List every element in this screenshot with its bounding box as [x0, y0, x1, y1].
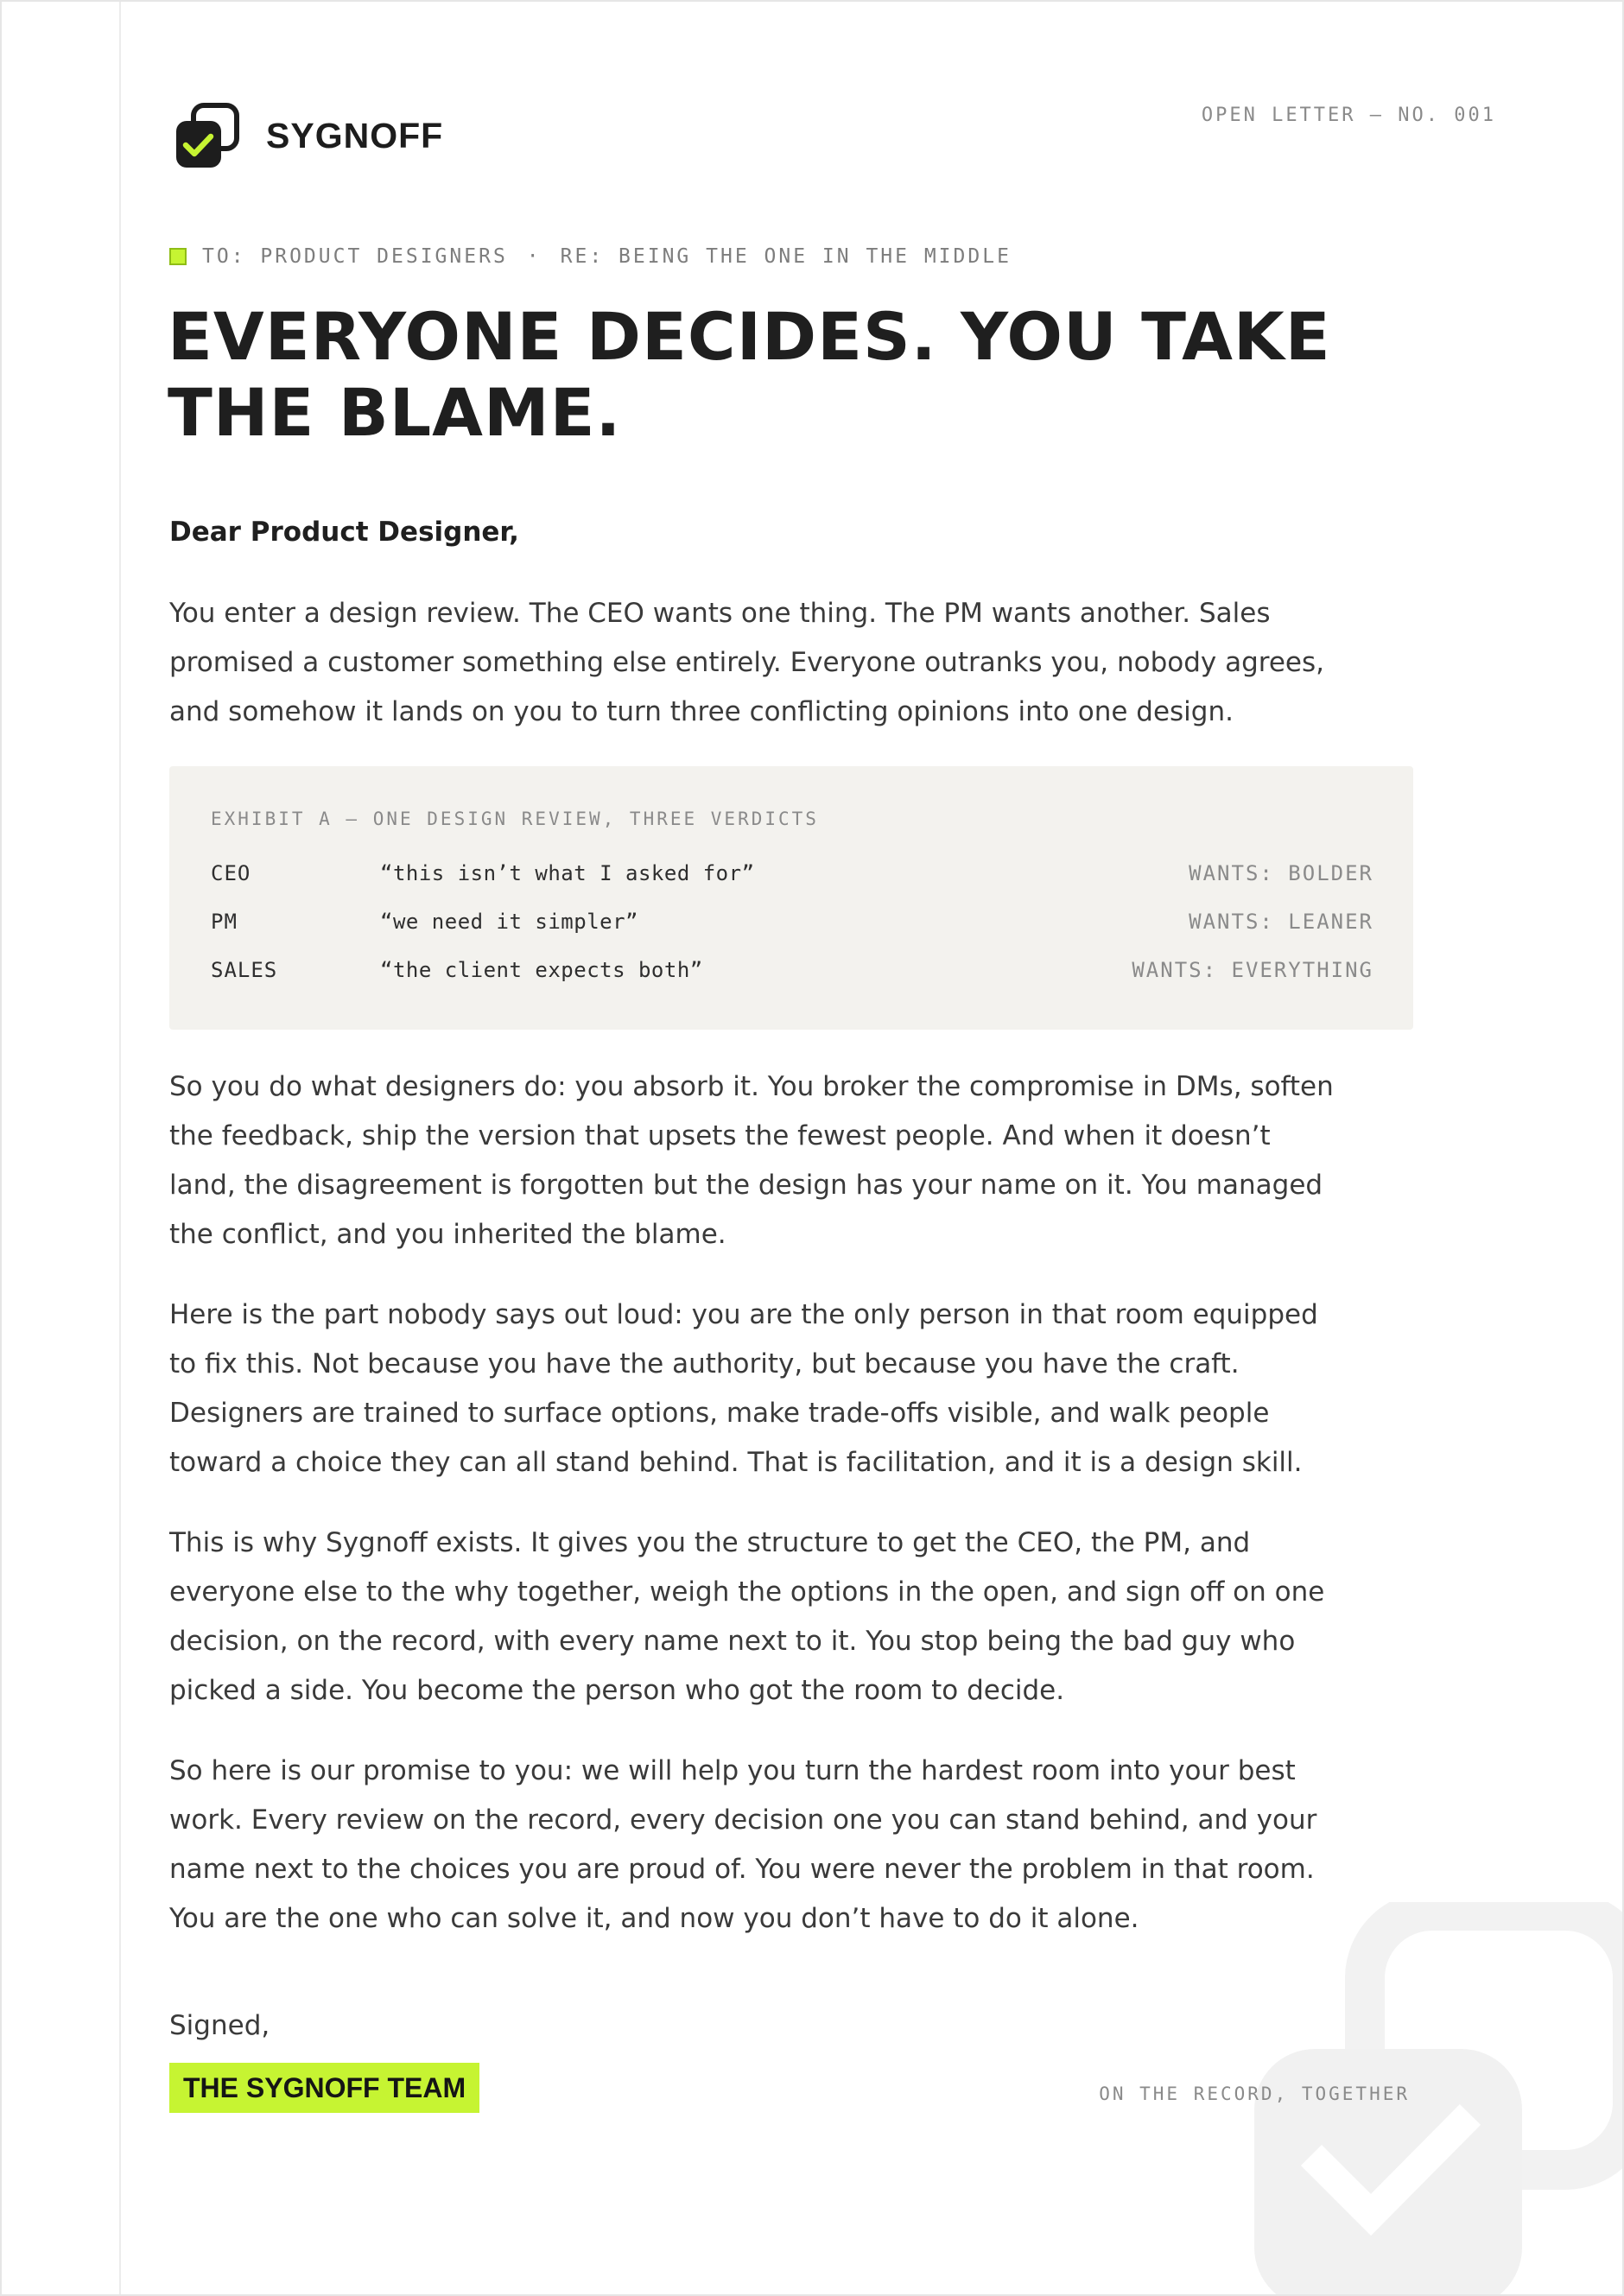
paragraph-line: You are the one who can solve it, and now you don’t have to do it alone.: [169, 1903, 1139, 1934]
paragraph-line: to fix this. Not because you have the authority, but because you have the craft.: [169, 1348, 1240, 1380]
brand-name: SYGNOFF: [266, 116, 444, 155]
paragraph-line: Designers are trained to surface options, make trade-offs visible, and walk people: [169, 1398, 1270, 1429]
paragraph-line: the feedback, ship the version that upsets the fewest people. And when it doesn’t: [169, 1120, 1271, 1151]
exhibit-wants: WANTS: EVERYTHING: [1132, 958, 1373, 982]
margin-rule: [119, 2, 121, 2296]
letter-meta: [169, 244, 1012, 270]
paragraph-line: Here is the part nobody says out loud: you are the only person in that room equipped: [169, 1299, 1318, 1330]
paragraph-line: land, the disagreement is forgotten but the design has your name on it. You managed: [169, 1170, 1323, 1201]
exhibit-row: [211, 860, 1373, 886]
paragraph-line: everyone else to the why together, weigh the options in the open, and sign off on one: [169, 1576, 1325, 1608]
body-paragraph: [169, 1062, 1431, 1259]
exhibit-row: [211, 909, 1373, 935]
sygnoff-logo-icon: [174, 102, 240, 169]
subject-label: RE: BEING THE ONE IN THE MIDDLE: [560, 245, 1012, 268]
exhibit-role: PM: [211, 910, 238, 934]
body-paragraph: [169, 1519, 1431, 1716]
paragraph-line: picked a side. You become the person who got the room to decide.: [169, 1675, 1065, 1706]
salutation: Dear Product Designer,: [169, 517, 519, 548]
exhibit-box: [169, 766, 1413, 1030]
exhibit-role: SALES: [211, 958, 278, 982]
letter-number: OPEN LETTER — NO. 001: [1201, 105, 1496, 126]
exhibit-role: CEO: [211, 861, 251, 885]
exhibit-quote: “we need it simpler”: [380, 910, 638, 934]
paragraph-line: toward a choice they can all stand behind. That is facilitation, and it is a design skill.: [169, 1447, 1303, 1478]
exhibit-quote: “this isn’t what I asked for”: [380, 861, 755, 885]
team-signature-badge: THE SYGNOFF TEAM: [169, 2063, 479, 2113]
paragraph-line: and somehow it lands on you to turn three conflicting opinions into one design.: [169, 696, 1234, 727]
exhibit-wants: WANTS: BOLDER: [1189, 861, 1373, 885]
paragraph-line: So you do what designers do: you absorb it. You broker the compromise in DMs, soften: [169, 1071, 1334, 1102]
accent-square-icon: [169, 248, 187, 265]
exhibit-title: EXHIBIT A — ONE DESIGN REVIEW, THREE VERDICTS: [211, 809, 819, 829]
signed-label: Signed,: [169, 2010, 270, 2041]
paragraph-line: promised a customer something else entirely. Everyone outranks you, nobody agrees,: [169, 647, 1325, 678]
meta-separator: ·: [526, 245, 542, 268]
paragraph-line: the conflict, and you inherited the blame.: [169, 1219, 726, 1250]
paragraph-line: work. Every review on the record, every decision one you can stand behind, and your: [169, 1804, 1317, 1836]
paragraph-line: You enter a design review. The CEO wants one thing. The PM wants another. Sales: [169, 598, 1271, 629]
headline: [168, 298, 1331, 451]
exhibit-row: [211, 957, 1373, 983]
body-paragraph: [169, 589, 1431, 737]
headline-line: EVERYONE DECIDES. YOU TAKE: [168, 298, 1331, 375]
exhibit-wants: WANTS: LEANER: [1189, 910, 1373, 934]
paragraph-line: decision, on the record, with every name next to it. You stop being the bad guy who: [169, 1626, 1296, 1657]
paragraph-line: So here is our promise to you: we will help you turn the hardest room into your best: [169, 1755, 1296, 1786]
body-paragraph: [169, 1747, 1431, 1944]
tagline: ON THE RECORD, TOGETHER: [1099, 2084, 1410, 2104]
paragraph-line: This is why Sygnoff exists. It gives you the structure to get the CEO, the PM, and: [169, 1527, 1251, 1558]
exhibit-quote: “the client expects both”: [380, 958, 703, 982]
recipient-label: TO: PRODUCT DESIGNERS: [202, 245, 508, 268]
body-paragraph: [169, 1291, 1431, 1487]
headline-line: THE BLAME.: [168, 374, 622, 451]
paragraph-line: name next to the choices you are proud of. You were never the problem in that room.: [169, 1854, 1315, 1885]
